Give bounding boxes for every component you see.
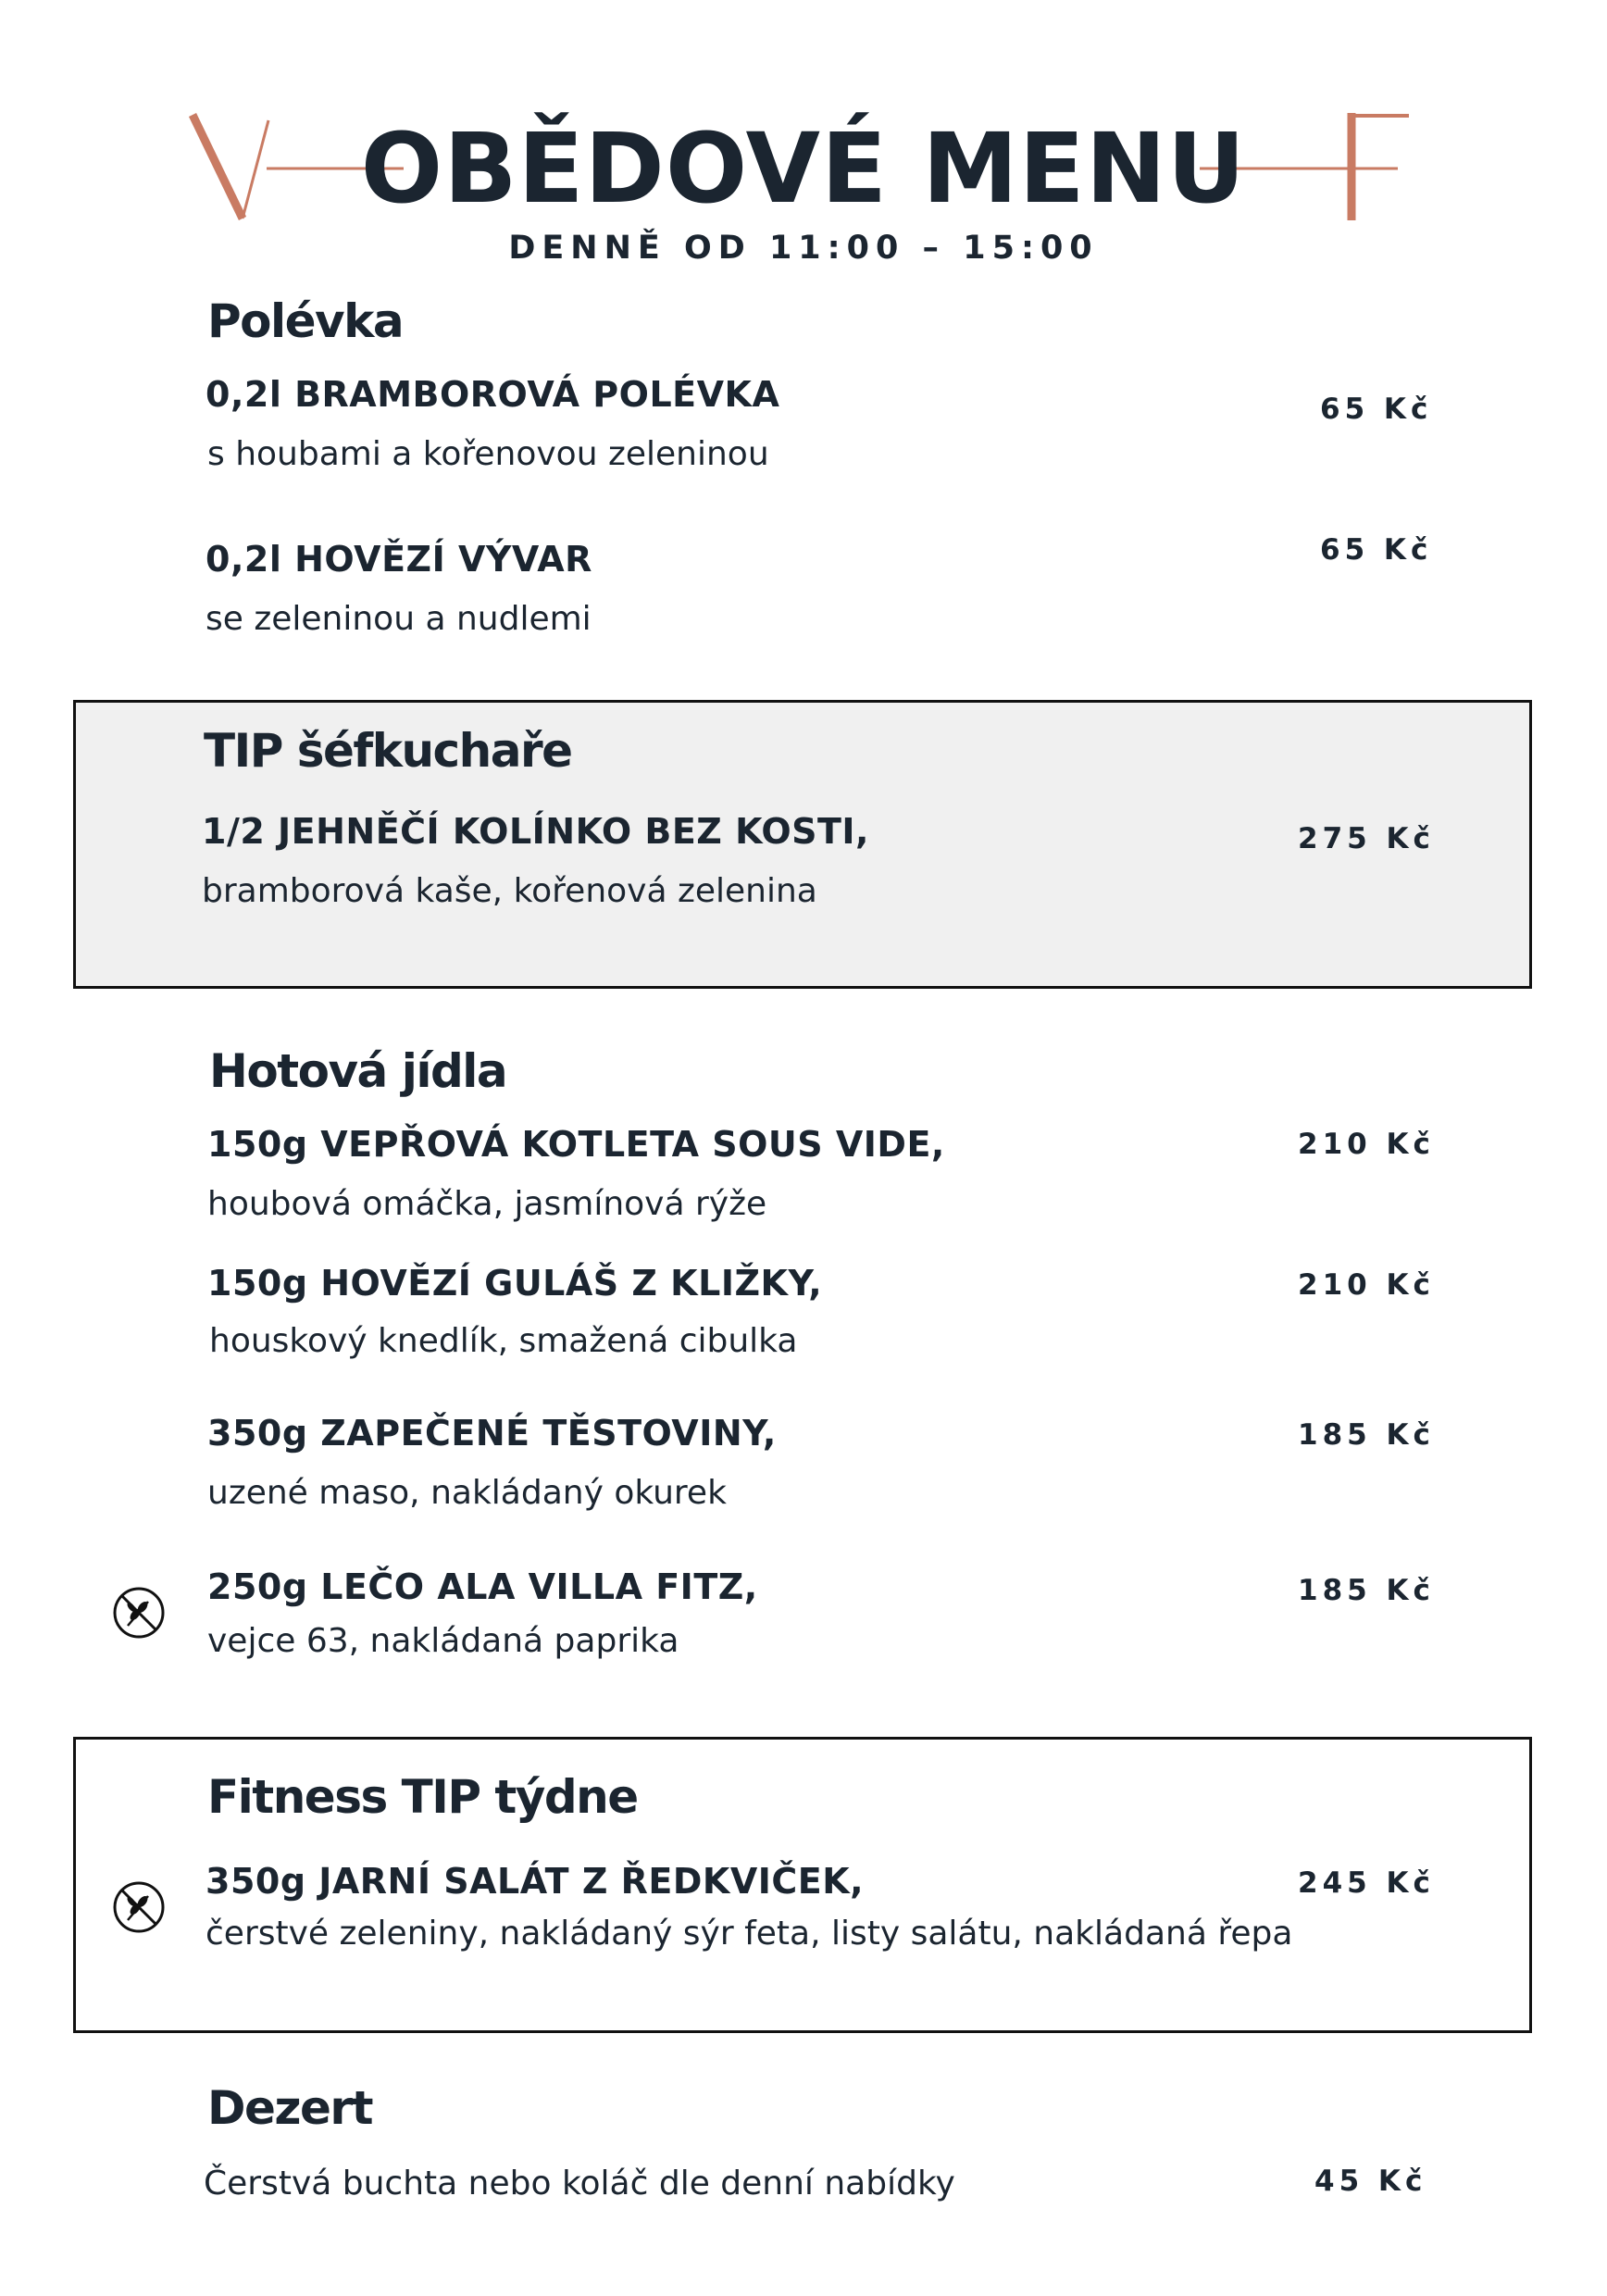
section-heading-fitness-tip: Fitness TIP týdne xyxy=(207,1770,638,1824)
menu-item-price: 275 Kč xyxy=(1298,822,1435,855)
opening-hours: DENNĚ OD 11:00 – 15:00 xyxy=(508,230,1099,267)
menu-item-desc: bramborová kaše, kořenová zelenina xyxy=(202,872,817,910)
menu-item-price: 210 Kč xyxy=(1298,1268,1435,1302)
menu-item-price: 45 Kč xyxy=(1314,2165,1427,2198)
menu-item-desc: uzené maso, nakládaný okurek xyxy=(207,1474,727,1512)
page-title: OBĚDOVÉ MENU xyxy=(360,112,1247,225)
menu-item-price: 185 Kč xyxy=(1298,1574,1435,1607)
menu-item-name: 350g ZAPEČENÉ TĚSTOVINY, xyxy=(207,1413,777,1454)
menu-item-desc: vejce 63, nakládaná paprika xyxy=(207,1622,679,1660)
gluten-free-icon xyxy=(111,1879,167,1935)
section-heading-soup: Polévka xyxy=(207,294,404,348)
menu-item-price: 185 Kč xyxy=(1298,1418,1435,1452)
menu-item-price: 210 Kč xyxy=(1298,1128,1435,1161)
menu-item-price: 245 Kč xyxy=(1298,1866,1435,1900)
menu-item-name: 350g JARNÍ SALÁT Z ŘEDKVIČEK, xyxy=(206,1861,865,1902)
menu-item-price: 65 Kč xyxy=(1320,393,1433,426)
menu-item-desc: s houbami a kořenovou zeleninou xyxy=(207,435,769,473)
menu-item-desc: houbová omáčka, jasmínová rýže xyxy=(207,1185,767,1223)
menu-item-desc: houskový knedlík, smažená cibulka xyxy=(209,1322,798,1360)
menu-item-name: 250g LEČO ALA VILLA FITZ, xyxy=(207,1566,758,1607)
menu-item-name: 0,2l HOVĚZÍ VÝVAR xyxy=(206,539,592,580)
menu-item-name: 150g VEPŘOVÁ KOTLETA SOUS VIDE, xyxy=(207,1124,945,1165)
menu-item-desc: čerstvé zeleniny, nakládaný sýr feta, listy salátu, nakládaná řepa xyxy=(206,1915,1293,1953)
menu-item-desc: Čerstvá buchta nebo koláč dle denní nabídky xyxy=(204,2165,955,2202)
menu-item-price: 65 Kč xyxy=(1320,533,1433,567)
section-heading-chef-tip: TIP šéfkuchaře xyxy=(204,724,572,778)
section-heading-dessert: Dezert xyxy=(207,2081,372,2135)
section-heading-mains: Hotová jídla xyxy=(209,1044,507,1098)
gluten-free-icon xyxy=(111,1585,167,1641)
menu-item-name: 0,2l BRAMBOROVÁ POLÉVKA xyxy=(206,374,780,415)
menu-item-desc: se zeleninou a nudlemi xyxy=(206,600,592,638)
menu-item-name: 150g HOVĚZÍ GULÁŠ Z KLIŽKY, xyxy=(207,1263,823,1304)
menu-item-name: 1/2 JEHNĚČÍ KOLÍNKO BEZ KOSTI, xyxy=(202,811,869,852)
